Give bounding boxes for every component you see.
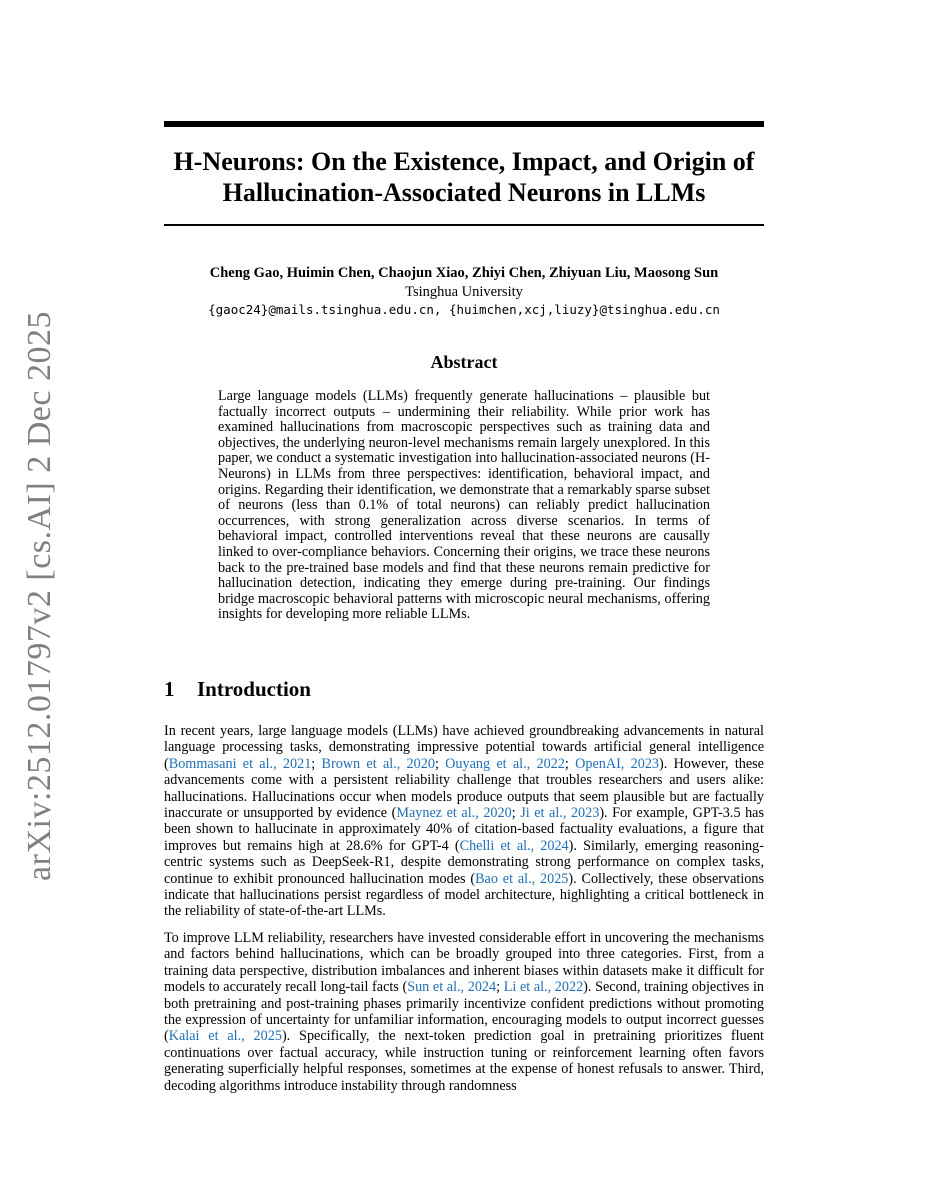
citation-link[interactable]: Chelli et al., 2024 [459, 837, 569, 854]
citation-link[interactable]: Ouyang et al., 2022 [445, 755, 565, 772]
paragraph-text: ). Similarly, emerging reasoning-centric systems such as DeepSeek-R1, despite demonstrating strong performance on complex tasks, continue to exhibit pronounced hallucination modes ( [164, 837, 764, 887]
paragraph-text: ). Collectively, these observations indicate that hallucinations persist regardless of model architecture, highlighting a critical bottleneck in the reliability of state-of-the-art LLMs. [164, 870, 764, 920]
intro-paragraph-2 [164, 930, 764, 1094]
paper-title [164, 146, 764, 208]
intro-paragraph-1 [164, 723, 764, 920]
author-affiliation: Tsinghua University [405, 283, 523, 300]
citation-link[interactable]: Bao et al., 2025 [475, 870, 569, 887]
title-bottom-rule [164, 224, 764, 226]
citation-link[interactable]: Bommasani et al., 2021 [168, 755, 312, 772]
citation-link[interactable]: Kalai et al., 2025 [168, 1028, 282, 1045]
paragraph-text: ). However, these advancements come with a persistent reliability challenge that troubles researchers and users alike: hallucinations. Hallucinations occur when models produce outputs that seem plausible but are factually inaccurate or unsupported by evidence ( [164, 755, 764, 822]
section-heading-introduction [164, 677, 764, 702]
citation-link[interactable]: Ji et al., 2023 [520, 805, 600, 822]
author-emails: {gaoc24}@mails.tsinghua.edu.cn, {huimchen,xcj,liuzy}@tsinghua.edu.cn [208, 302, 720, 317]
arxiv-identifier: arXiv:2512.01797v2 [cs.AI] 2 Dec 2025 [21, 311, 58, 881]
citation-separator: ; [564, 755, 576, 772]
citation-link[interactable]: Maynez et al., 2020 [396, 805, 512, 822]
citation-separator: ; [434, 755, 446, 772]
citation-link[interactable]: Sun et al., 2024 [407, 979, 497, 996]
paragraph-text: ). For example, GPT-3.5 has been shown to hallucinate in approximately 40% of citation-based factuality evaluations, a figure that improves but remains high at 28.6% for GPT-4 ( [164, 805, 765, 854]
section-title: Introduction [197, 677, 311, 701]
title-line-2: Hallucination-Associated Neurons in LLMs [222, 178, 706, 207]
author-block [164, 264, 764, 320]
title-top-rule [164, 121, 764, 127]
citation-separator: ; [311, 755, 322, 772]
paragraph-text: In recent years, large language models (LLMs) have achieved groundbreaking advancements in natural language processing tasks, demonstrating impressive potential towards artificial general intelligence ( [164, 723, 764, 772]
citation-link[interactable]: OpenAI, 2023 [575, 755, 660, 772]
author-names: Cheng Gao, Huimin Chen, Chaojun Xiao, Zhiyi Chen, Zhiyuan Liu, Maosong Sun [209, 265, 719, 281]
section-number: 1 [164, 677, 175, 701]
abstract-heading: Abstract [430, 352, 498, 372]
title-line-1: H-Neurons: On the Existence, Impact, and Origin of [173, 147, 755, 176]
citation-link[interactable]: Brown et al., 2020 [321, 755, 435, 772]
paragraph-text: ). Specifically, the next-token prediction goal in pretraining prioritizes fluent continuations over factual accuracy, while instruction tuning or reinforcement learning often favors generating superficially helpful responses, sometimes at the expense of honest refusals to answer. Third, decoding algorithms introduce instability through randomness [164, 1028, 765, 1094]
paragraph-text: ). Second, training objectives in both pretraining and post-training phases primarily incentivize confident predictions without promoting the expression of uncertainty for unfamiliar information, encouraging models to output incorrect guesses ( [164, 979, 764, 1045]
citation-link[interactable]: Li et al., 2022 [503, 979, 584, 996]
paragraph-text: To improve LLM reliability, researchers have invested considerable effort in uncovering the mechanisms and factors behind hallucinations, which can be broadly grouped into three categories. First, from a training data perspective, distribution imbalances and inherent biases within datasets make it difficult for models to accurately recall long-tail facts ( [164, 930, 764, 996]
abstract-text: Large language models (LLMs) frequently generate hallucinations – plausible but factually incorrect outputs – undermining their reliability. While prior work has examined hallucinations from macroscopic perspectives such as training data and objectives, the underlying neuron-level mechanisms remain largely unexplored. In this paper, we conduct a systematic investigation into hallucination-associated neurons (H-Neurons) in LLMs from three perspectives: identification, behavioral impact, and origins. Regarding their identification, we demonstrate that a remarkably sparse subset of neurons (less than 0.1% of total neurons) can reliably predict hallucination occurrences, with strong generalization across diverse scenarios. In terms of behavioral impact, controlled interventions reveal that these neurons are causally linked to over-compliance behaviors. Concerning their origins, we trace these neurons back to the pre-trained base models and find that these neurons remain predictive for hallucination detection, indicating they emerge during pre-training. Our findings bridge macroscopic behavioral patterns with microscopic neural mechanisms, offering insights for developing more reliable LLMs. [218, 388, 710, 623]
citation-separator: ; [511, 805, 521, 822]
citation-separator: ; [496, 979, 504, 996]
